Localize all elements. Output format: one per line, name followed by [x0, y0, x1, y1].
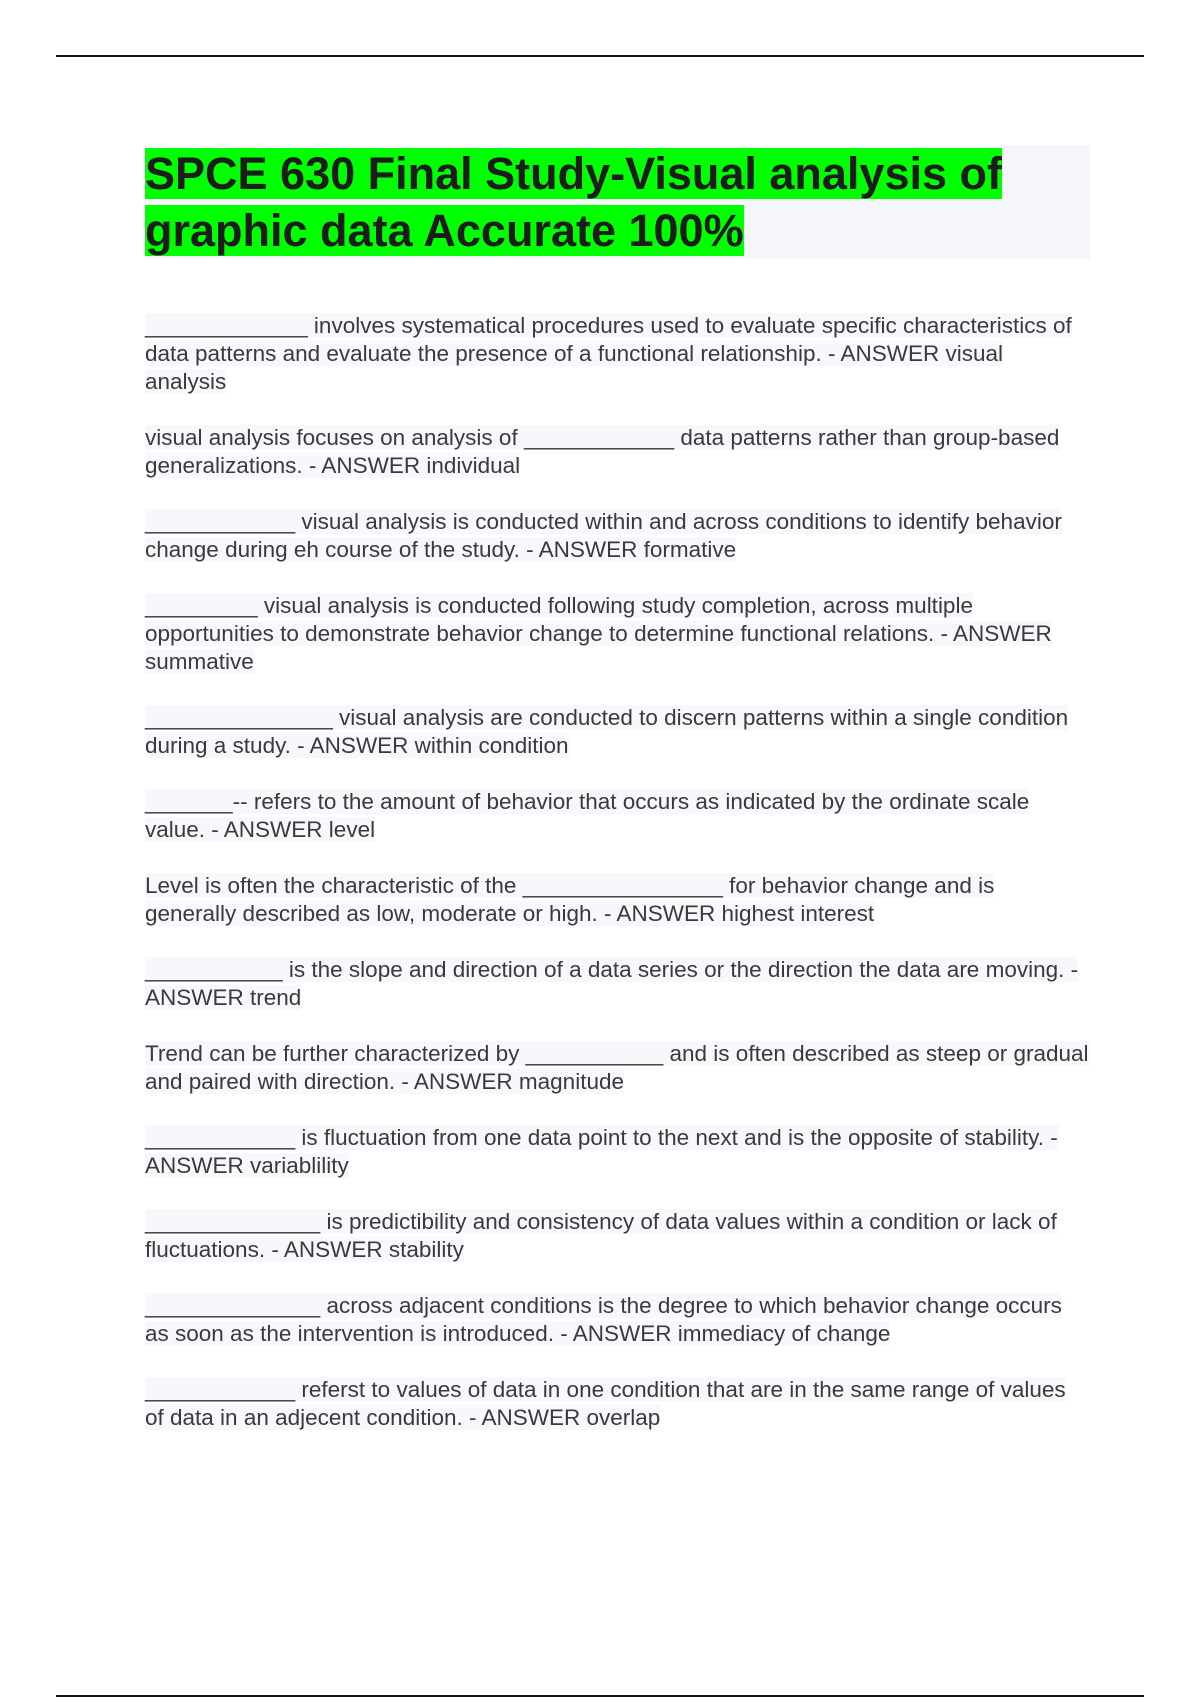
qa-text: ______________ is predictibility and consistency of data values within a condition or lack of fluctuations. - ANSWER stability: [145, 1209, 1057, 1262]
qa-item: [145, 872, 1090, 928]
qa-item: [145, 508, 1090, 564]
qa-text: ____________ is fluctuation from one data point to the next and is the opposite of stability. - ANSWER variablility: [145, 1125, 1058, 1178]
top-rule: [56, 55, 1144, 57]
qa-item: [145, 1040, 1090, 1096]
qa-item: [145, 424, 1090, 480]
document-body: [145, 145, 1090, 1460]
qa-text: ____________ visual analysis is conducted within and across conditions to identify behavior change during eh course of the study. - ANSWER formative: [145, 509, 1062, 562]
qa-text: Trend can be further characterized by ___________ and is often described as steep or gradual and paired with direction. - ANSWER magnitude: [145, 1041, 1089, 1094]
bottom-rule: [56, 1695, 1144, 1697]
document-title: [145, 145, 1090, 259]
qa-text: _____________ involves systematical procedures used to evaluate specific characteristics of data patterns and evaluate the presence of a functional relationship. - ANSWER visual analysis: [145, 313, 1072, 394]
qa-text: ______________ across adjacent conditions is the degree to which behavior change occurs as soon as the intervention is introduced. - ANSWER immediacy of change: [145, 1293, 1062, 1346]
qa-text: _______________ visual analysis are conducted to discern patterns within a single condition during a study. - ANSWER within condition: [145, 705, 1069, 758]
qa-item: [145, 312, 1090, 396]
qa-text: Level is often the characteristic of the ________________ for behavior change and is generally described as low, moderate or high. - ANSWER highest interest: [145, 873, 995, 926]
qa-item: [145, 592, 1090, 676]
qa-item: [145, 1292, 1090, 1348]
qa-item: [145, 1376, 1090, 1432]
qa-item: [145, 704, 1090, 760]
qa-text: _______-- refers to the amount of behavior that occurs as indicated by the ordinate scale value. - ANSWER level: [145, 789, 1030, 842]
title-block: [145, 145, 1090, 259]
qa-item: [145, 788, 1090, 844]
qa-text: visual analysis focuses on analysis of ____________ data patterns rather than group-based generalizations. - ANSWER individual: [145, 425, 1060, 478]
qa-item: [145, 1124, 1090, 1180]
qa-list: [145, 312, 1090, 1432]
qa-item: [145, 956, 1090, 1012]
title-highlight: SPCE 630 Final Study-Visual analysis of graphic data Accurate 100%: [145, 148, 1002, 256]
qa-text: _________ visual analysis is conducted following study completion, across multiple opportunities to demonstrate behavior change to determine functional relations. - ANSWER summative: [145, 593, 1052, 674]
qa-text: ____________ referst to values of data in one condition that are in the same range of values of data in an adjecent condition. - ANSWER overlap: [145, 1377, 1066, 1430]
qa-item: [145, 1208, 1090, 1264]
qa-text: ___________ is the slope and direction of a data series or the direction the data are moving. - ANSWER trend: [145, 957, 1079, 1010]
